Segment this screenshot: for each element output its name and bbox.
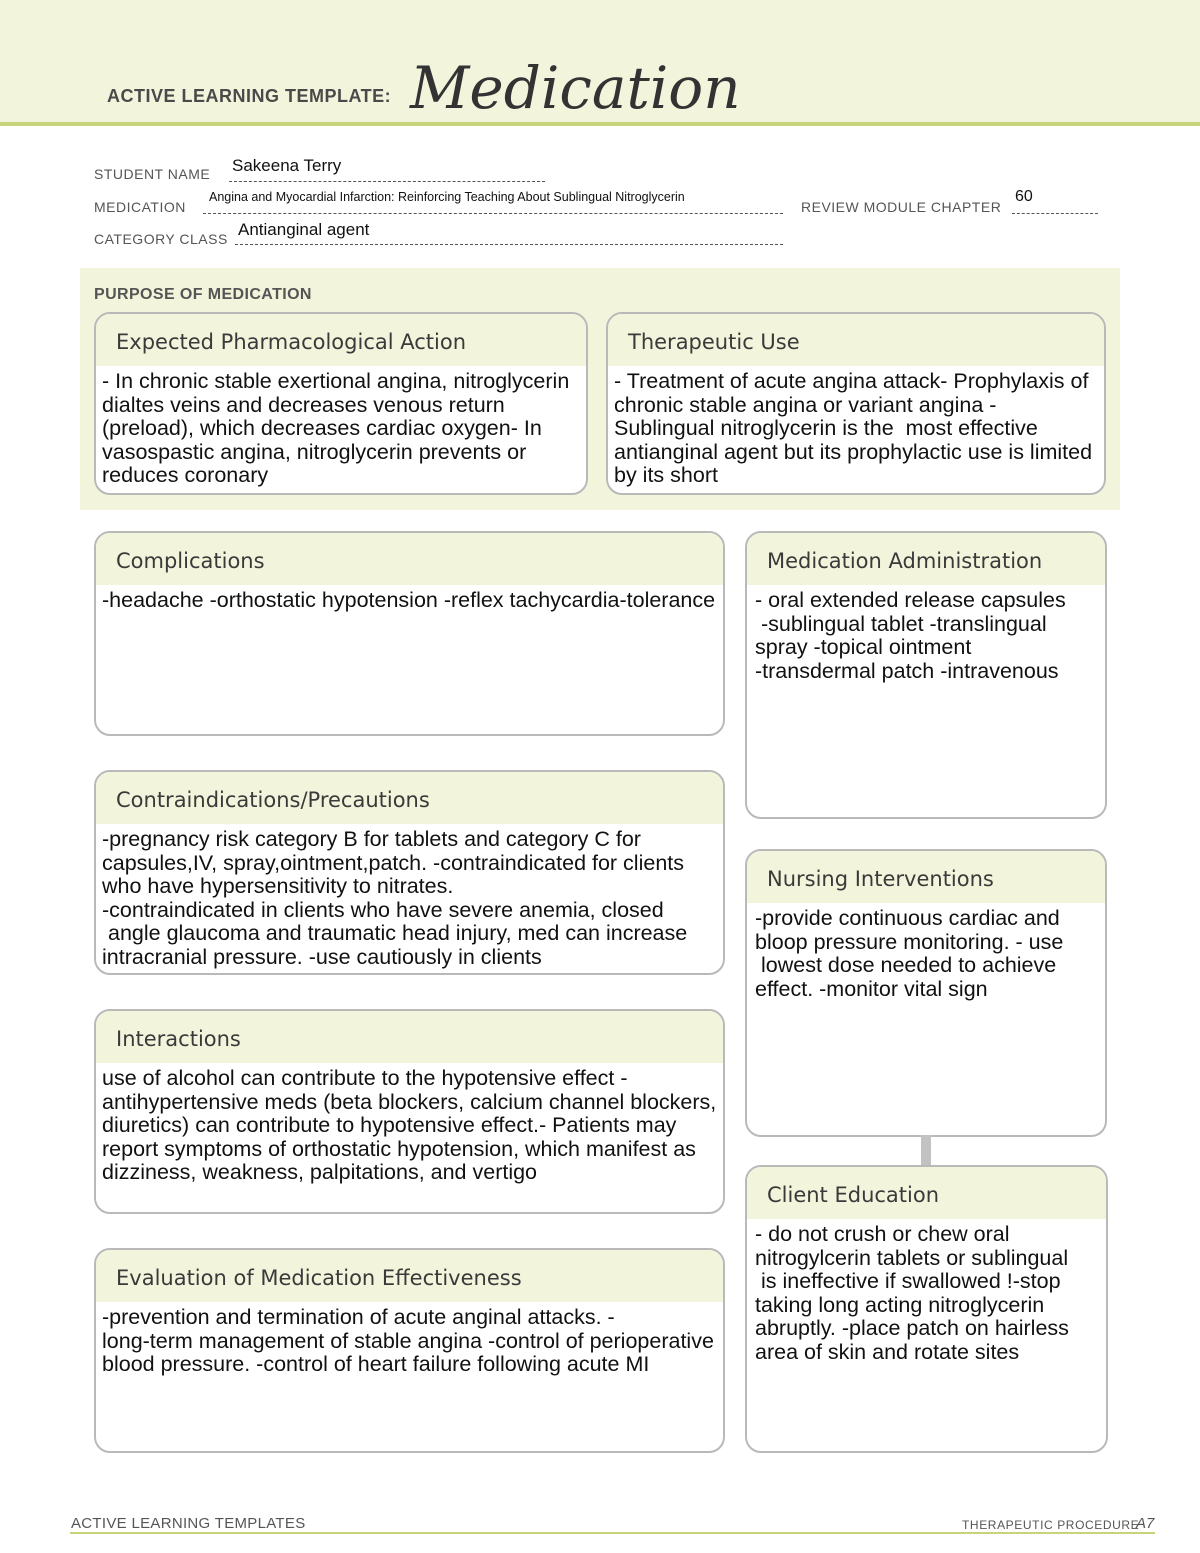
- nursing-interventions-body[interactable]: -provide continuous cardiac and bloop pressure monitoring. - use lowest dose needed to achieve effect. -monitor vital sign: [755, 906, 1064, 1001]
- category-class-line: [235, 244, 783, 245]
- expected-action-body[interactable]: - In chronic stable exertional angina, nitroglycerin dialtes veins and decreases venous return (preload), which decreases cardiac oxygen- In vasospastic angina, nitroglycerin prevents or reduces coronary: [102, 369, 576, 487]
- therapeutic-use-card: [606, 312, 1106, 495]
- category-class-label: CATEGORY CLASS: [94, 231, 228, 247]
- interactions-body[interactable]: use of alcohol can contribute to the hypotensive effect -antihypertensive meds (beta blockers, calcium channel blockers, diuretics) can contribute to hypotensive effect.- Patients may report symptoms of orthostatic hypotension, which manifest as dizziness, weakness, palpitations, and vertigo: [102, 1066, 723, 1184]
- client-education-card: [745, 1165, 1108, 1453]
- student-name-label: STUDENT NAME: [94, 166, 211, 182]
- contraindications-title: Contraindications/Precautions: [96, 772, 723, 824]
- header-divider: [0, 122, 1200, 126]
- interactions-card: [94, 1009, 725, 1214]
- medication-administration-body[interactable]: - oral extended release capsules -sublingual tablet -translingual spray -topical ointment -transdermal patch -intravenous: [755, 588, 1066, 683]
- footer-left-label: ACTIVE LEARNING TEMPLATES: [71, 1515, 306, 1532]
- interactions-title: Interactions: [96, 1011, 723, 1063]
- student-name-line: [229, 181, 545, 182]
- footer-page-number: A7: [1136, 1515, 1155, 1532]
- medication-line: [203, 213, 783, 214]
- expected-action-title: Expected Pharmacological Action: [96, 314, 586, 366]
- medication-administration-title: Medication Administration: [747, 533, 1105, 585]
- complications-card: [94, 531, 725, 736]
- footer-divider: [70, 1532, 1155, 1534]
- review-module-line: [1012, 213, 1098, 214]
- evaluation-card: [94, 1248, 725, 1453]
- evaluation-body[interactable]: -prevention and termination of acute anginal attacks. - long-term management of stable angina -control of perioperative blood pressure. -control of heart failure following acute MI: [102, 1305, 714, 1376]
- complications-title: Complications: [96, 533, 723, 585]
- template-label: ACTIVE LEARNING TEMPLATE:: [107, 86, 392, 106]
- template-title: Medication: [410, 54, 741, 122]
- evaluation-title: Evaluation of Medication Effectiveness: [96, 1250, 723, 1302]
- complications-body[interactable]: -headache -orthostatic hypotension -reflex tachycardia-tolerance: [102, 588, 716, 612]
- client-education-title: Client Education: [747, 1167, 1106, 1219]
- therapeutic-use-title: Therapeutic Use: [608, 314, 1104, 366]
- category-class-value[interactable]: Antianginal agent: [238, 220, 370, 239]
- medication-administration-card: [745, 531, 1107, 819]
- expected-action-card: [94, 312, 588, 495]
- footer-right-label: THERAPEUTIC PROCEDURE: [962, 1518, 1140, 1532]
- client-education-body[interactable]: - do not crush or chew oral nitrogylcerin tablets or sublingual is ineffective if swallowed !-stop taking long acting nitroglycerin abruptly. -place patch on hairless area of skin and rotate sites: [755, 1222, 1069, 1364]
- medication-value[interactable]: Angina and Myocardial Infarction: Reinforcing Teaching About Sublingual Nitroglycerin: [209, 190, 685, 204]
- purpose-title: PURPOSE OF MEDICATION: [94, 286, 312, 303]
- nursing-interventions-title: Nursing Interventions: [747, 851, 1105, 903]
- therapeutic-use-body[interactable]: - Treatment of acute angina attack- Prophylaxis of chronic stable angina or variant angina - Sublingual nitroglycerin is the most effective antianginal agent but its prophylactic use is limited by its short: [614, 369, 1099, 487]
- review-module-label: REVIEW MODULE CHAPTER: [801, 199, 1002, 215]
- nursing-interventions-card: [745, 849, 1107, 1137]
- contraindications-body[interactable]: -pregnancy risk category B for tablets and category C for capsules,IV, spray,ointment,patch. -contraindicated for clients who have hypersensitivity to nitrates. -contraindicated in clients who have severe anemia, closed angle glaucoma and traumatic head injury, med can increase intracranial pressure. -use cautiously in clients: [102, 827, 688, 969]
- contraindications-card: [94, 770, 725, 975]
- medication-label: MEDICATION: [94, 199, 186, 215]
- card-connector: [921, 1135, 931, 1167]
- student-name-value[interactable]: Sakeena Terry: [232, 156, 342, 175]
- review-module-value[interactable]: 60: [1015, 188, 1033, 205]
